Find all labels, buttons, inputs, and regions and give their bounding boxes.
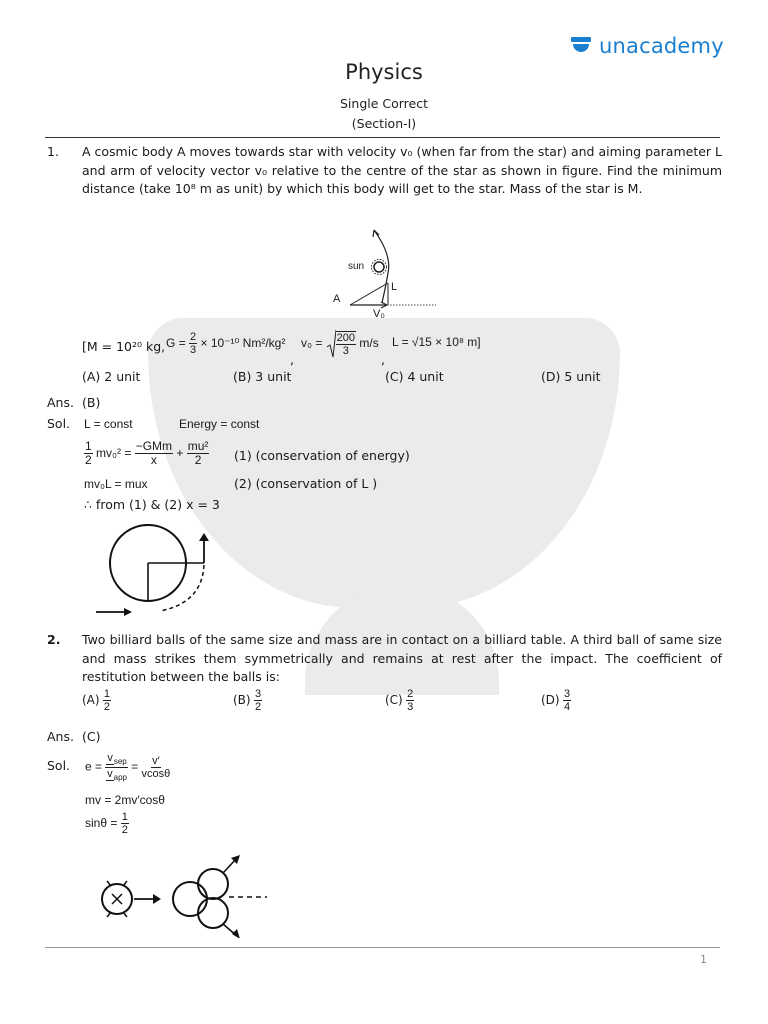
q1-text: A cosmic body A moves towards star with velocity v₀ (when far from the star) and aiming parameter L and arm of velocity vector v₀ relative to the centre of the star as shown in figure. Find the minimum distance (take 10⁸ m as unit) by which this body will get to the star. Mass of the star is M. (82, 144, 722, 196)
q1-option-a[interactable]: (A) 2 unit (82, 369, 141, 384)
q2-option-b[interactable]: (B) $\frac{3}{2}$ (233, 688, 262, 714)
fig-a-label: A (333, 293, 341, 305)
q2-option-d[interactable]: (D) $\frac{3}{4}$ (541, 688, 571, 714)
q1-ans-value: (B) (82, 395, 101, 410)
q2-sol-eq2: mv = 2mv′cosθ (85, 793, 165, 807)
fig-sun-label: sun (348, 261, 365, 272)
sqrt-icon (326, 329, 336, 359)
page-title: Physics (345, 60, 423, 84)
sol-l-const: L = const (84, 417, 133, 431)
fig-l-label: L (391, 281, 398, 293)
sun-icon (372, 260, 387, 275)
q2-text: Two billiard balls of the same size and mass are in contact on a billiard table. A third ball of same size and mass strikes them symmetrically and remains at rest after the impact. The coefficient of restitution between the balls is: (82, 632, 722, 684)
q2-ans-value: (C) (82, 729, 101, 744)
brand-logo (570, 34, 724, 58)
q2-number: 2. (47, 632, 61, 647)
cross-mark-icon (112, 894, 122, 904)
given-comma-2: , (381, 352, 385, 367)
section-label: (Section-I) (351, 116, 417, 131)
sol-energy-const: Energy = const (179, 417, 260, 431)
q1-option-c[interactable]: (C) 4 unit (385, 369, 444, 384)
sol-result: ∴ from (1) & (2) x = 3 (84, 497, 220, 512)
sol-eq1: $\frac{1}{2}$ mv₀² = $\frac{\text{−GMm}}{x}$ + $\frac{\text{mu²}}{2}$ (85, 439, 209, 468)
q2-option-c[interactable]: (C) $\frac{2}{3}$ (385, 688, 414, 714)
q1-sol-label: Sol. (47, 416, 71, 431)
given-comma-1: , (290, 352, 294, 367)
q2-sol-eq1: e = $\frac{v_{sep}}{v_{app}}$ = $\frac{v'}{vcos\theta}$ (85, 752, 171, 783)
q2-sol-eq3: sinθ = $\frac{1}{2}$ (85, 811, 128, 837)
given-l: L = √15 × 10⁸ m] (392, 335, 481, 349)
q2-solution-figure (95, 848, 275, 938)
sol-eq2: mv₀L = mux (84, 477, 148, 491)
page-subtitle: Single Correct (339, 96, 429, 111)
brand-name: unacademy (599, 34, 724, 58)
page-number: 1 (700, 953, 707, 966)
q2-sol-label: Sol. (47, 758, 71, 773)
unacademy-logo-icon (570, 35, 594, 57)
q1-number: 1. (47, 144, 59, 159)
q1-ans-label: Ans. (47, 395, 74, 410)
fig-v0-label: V₀ (373, 308, 385, 320)
q1-option-b[interactable]: (B) 3 unit (233, 369, 292, 384)
q1-option-d[interactable]: (D) 5 unit (541, 369, 601, 384)
given-mass: [M = 10²⁰ kg, (82, 339, 166, 354)
q2-option-a[interactable]: (A) $\frac{1}{2}$ (82, 688, 111, 714)
footer-divider (45, 947, 720, 948)
header-divider (45, 137, 720, 138)
given-g: G = $\frac{2}{3}$ × 10⁻¹⁰ Nm²/kg² (166, 331, 286, 357)
sol-eq1-note: (1) (conservation of energy) (234, 448, 410, 463)
given-v0: v₀ = $\frac{200}{3}$ m/s (301, 329, 379, 359)
q1-solution-figure (90, 515, 220, 620)
q2-ans-label: Ans. (47, 729, 74, 744)
q1-figure (330, 225, 440, 325)
sol-eq2-note: (2) (conservation of L ) (234, 476, 378, 491)
